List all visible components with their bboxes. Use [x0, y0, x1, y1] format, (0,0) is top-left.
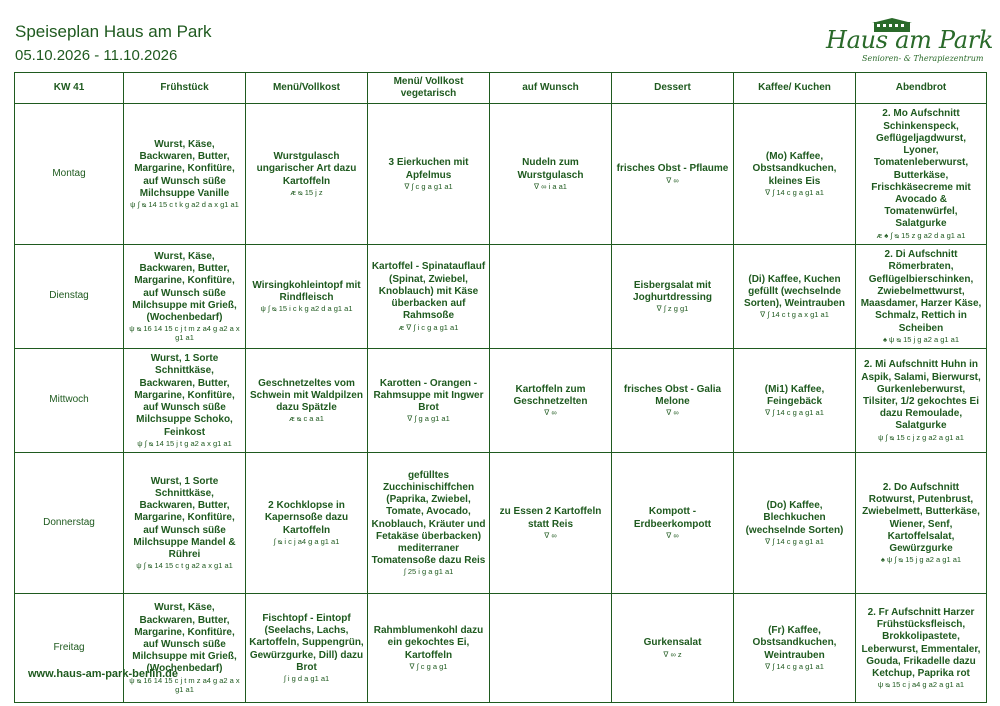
logo: [826, 16, 994, 68]
cell-vegetarisch: [368, 453, 490, 594]
cell-abendbrot: [856, 245, 987, 349]
column-header-auf-wunsch: auf Wunsch: [490, 73, 612, 104]
cell-dessert: [612, 104, 734, 245]
allergen-codes: ∇ ∞: [666, 175, 679, 185]
dish-text: frisches Obst - Pflaume: [616, 163, 729, 175]
allergen-codes: ∇ ∫ 14 c g a g1 a1: [765, 661, 824, 671]
dish-text: Eisbergsalat mit Joghurtdressing: [633, 279, 712, 303]
day-label: Dienstag: [15, 245, 124, 349]
dish-text: 2. Mi Aufschnitt Huhn in Aspik, Salami, Bierwurst, Gurkenleberwurst, Tilsiter, 1/2 gekochtes Ei dazu Remoulade, Salatgurke: [861, 359, 981, 432]
cell-abendbrot: [856, 349, 987, 453]
allergen-codes: ψ ∫ ᴓ 15 i c k g a2 d a g1 a1: [260, 304, 353, 314]
allergen-codes: ψ ∫ ᴓ 15 c j z g a2 a g1 a1: [878, 432, 964, 442]
cell-vegetarisch: [368, 594, 490, 703]
dish-text: Rahmblumenkohl dazu ein gekochtes Ei, Kartoffeln: [373, 625, 484, 661]
dish-text: Wurstgulasch ungarischer Art dazu Kartoffeln: [256, 151, 357, 187]
day-label: Freitag: [15, 594, 124, 703]
cell-kaffee-kuchen: [734, 104, 856, 245]
table-row: [15, 594, 987, 703]
table-row: [15, 104, 987, 245]
allergen-codes: ∇ ∫ c g a g1 a1: [404, 181, 453, 191]
dish-text: (Mi1) Kaffee, Feingebäck: [764, 383, 825, 407]
allergen-codes: ♠ ψ ∫ ᴓ 15 j g a2 a g1 a1: [880, 555, 962, 565]
dish-text: (Di) Kaffee, Kuchen gefüllt (wechselnde Sorten), Weintrauben: [744, 273, 845, 310]
dish-text: Wurst, 1 Sorte Schnittkäse, Backwaren, Butter, Margarine, Konfitüre, auf Wunsch süße Milchsuppe Mandel & Rührei: [133, 475, 236, 560]
logo-subtitle: Senioren- & Therapiezentrum: [862, 54, 984, 63]
cell-fruehstueck: [124, 349, 246, 453]
dish-text: Kartoffel - Spinatauflauf (Spinat, Zwiebel, Knoblauch) mit Käse überbacken auf Rahmsoße: [371, 261, 486, 322]
allergen-codes: ᴁ ♠ ∫ ᴓ 15 z g a2 d a g1 a1: [876, 230, 966, 240]
dish-text: frisches Obst - Galia Melone: [623, 383, 722, 407]
dish-text: Kartoffeln zum Geschnetzelten: [513, 383, 588, 407]
cell-menue: [246, 594, 368, 703]
cell-abendbrot: [856, 104, 987, 245]
allergen-codes: ψ ᴓ 15 c j a4 g a2 a g1 a1: [877, 680, 965, 690]
dish-text: Kompott - Erdbeerkompott: [633, 506, 712, 530]
cell-fruehstueck: [124, 594, 246, 703]
column-header-dessert: Dessert: [612, 73, 734, 104]
dish-text: 3 Eierkuchen mit Apfelmus: [388, 157, 469, 181]
allergen-codes: ∇ ∫ z g g1: [656, 304, 689, 314]
cell-menue: [246, 453, 368, 594]
cell-vegetarisch: [368, 245, 490, 349]
cell-auf-wunsch: [490, 104, 612, 245]
dish-text: gefülltes Zucchinischiffchen (Paprika, Zwiebel, Tomate, Avocado, Knoblauch, Kräuter und Fetakäse überbacken) mediterraner Tomatensoße dazu Reis: [371, 469, 486, 567]
cell-fruehstueck: [124, 453, 246, 594]
column-header-abendbrot: Abendbrot: [856, 73, 987, 104]
cell-fruehstueck: [124, 245, 246, 349]
cell-dessert: [612, 245, 734, 349]
column-header-kaffee-kuchen: Kaffee/ Kuchen: [734, 73, 856, 104]
allergen-codes: ∇ ∫ 14 c g a g1 a1: [765, 536, 824, 546]
allergen-codes: ψ ∫ ᴓ 14 15 c t k g a2 d a x g1 a1: [130, 200, 239, 209]
allergen-codes: ∇ ∞: [544, 408, 557, 418]
dish-text: Gurkensalat: [643, 637, 702, 649]
cell-kaffee-kuchen: [734, 453, 856, 594]
allergen-codes: ψ ᴓ 16 14 15 c j t m z a4 g a2 a x g1 a1: [129, 324, 240, 343]
header-row: [15, 73, 987, 104]
allergen-codes: ψ ∫ ᴓ 14 15 j t g a2 a x g1 a1: [137, 438, 232, 448]
column-header-menue: Menü/Vollkost: [246, 73, 368, 104]
dish-text: (Mo) Kaffee, Obstsandkuchen, kleines Eis: [752, 151, 837, 187]
day-label: Donnerstag: [15, 453, 124, 594]
cell-auf-wunsch: [490, 245, 612, 349]
table-row: [15, 245, 987, 349]
dish-text: 2. Mo Aufschnitt Schinkenspeck, Geflügeljagdwurst, Lyoner, Tomatenleberwurst, Butterkäse, Frischkäsecreme mit Avocado & Tomatenwürfel, Salatgurke: [871, 108, 971, 230]
cell-auf-wunsch: [490, 349, 612, 453]
cell-vegetarisch: [368, 104, 490, 245]
allergen-codes: ∇ ∞ z: [663, 649, 682, 659]
dish-text: (Do) Kaffee, Blechkuchen (wechselnde Sorten): [745, 500, 844, 536]
cell-kaffee-kuchen: [734, 245, 856, 349]
day-label: Mittwoch: [15, 349, 124, 453]
allergen-codes: ᴁ ∇ ∫ i c g a g1 a1: [398, 322, 459, 332]
cell-menue: [246, 104, 368, 245]
dish-text: Nudeln zum Wurstgulasch: [517, 157, 584, 181]
dish-text: Fischtopf - Eintopf (Seelachs, Lachs, Kartoffeln, Suppengrün, Gewürzgurke, Dill) dazu Brot: [249, 612, 364, 673]
column-header-fruehstueck: Frühstück: [124, 73, 246, 104]
cell-fruehstueck: [124, 104, 246, 245]
cell-dessert: [612, 594, 734, 703]
allergen-codes: ∫ ᴓ i c j a4 g a g1 a1: [273, 536, 340, 546]
dish-text: (Fr) Kaffee, Obstsandkuchen, Weintrauben: [752, 625, 837, 661]
dish-text: zu Essen 2 Kartoffeln statt Reis: [499, 506, 602, 530]
dish-text: Geschnetzeltes vom Schwein mit Waldpilzen dazu Spätzle: [250, 377, 363, 414]
cell-vegetarisch: [368, 349, 490, 453]
dish-text: Wirsingkohleintopf mit Rindfleisch: [252, 279, 361, 303]
menu-table: [14, 72, 987, 703]
cell-abendbrot: [856, 594, 987, 703]
cell-abendbrot: [856, 453, 987, 594]
dish-text: 2 Kochklopse in Kapernsoße dazu Kartoffeln: [264, 500, 349, 536]
dish-text: Wurst, Käse, Backwaren, Butter, Margarine, Konfitüre, auf Wunsch süße Milchsuppe mit Grieß, (Wochenbedarf): [132, 250, 237, 323]
cell-menue: [246, 245, 368, 349]
allergen-codes: ∇ ∫ c g a g1: [409, 661, 448, 671]
cell-kaffee-kuchen: [734, 349, 856, 453]
dish-text: 2. Fr Aufschnitt Harzer Frühstücksfleisch, Brokkolipastete, Leberwurst, Emmentaler, Gouda, Frikadelle dazu Ketchup, Paprika rot: [861, 606, 981, 679]
allergen-codes: ψ ᴓ 16 14 15 c j t m z a4 g a2 a x g1 a1: [129, 675, 240, 694]
allergen-codes: ♠ ψ ᴓ 15 j g a2 a g1 a1: [882, 334, 960, 344]
dish-text: Wurst, Käse, Backwaren, Butter, Margarine, Konfitüre, auf Wunsch süße Milchsuppe Vanille: [134, 138, 235, 199]
allergen-codes: ∇ ∞ i a a1: [534, 181, 567, 191]
allergen-codes: ∇ ∫ g a g1 a1: [407, 414, 450, 424]
dish-text: Wurst, Käse, Backwaren, Butter, Margarine, Konfitüre, auf Wunsch süße Milchsuppe mit Grieß, (Wochenbedarf): [132, 602, 237, 675]
allergen-codes: ᴁ ᴓ c a a1: [289, 414, 324, 424]
cell-dessert: [612, 453, 734, 594]
dish-text: Wurst, 1 Sorte Schnittkäse, Backwaren, Butter, Margarine, Konfitüre, auf Wunsch süße Milchsuppe Schoko, Feinkost: [134, 353, 235, 438]
website-link[interactable]: www.haus-am-park-berlin.de: [28, 668, 178, 680]
dish-text: 2. Di Aufschnitt Römerbraten, Geflügelbierschinken, Zwiebelmettwurst, Maasdamer, Harzer Käse, Schmalz, Rettich in Scheiben: [860, 249, 982, 334]
logo-name: Haus am Park: [826, 26, 994, 54]
allergen-codes: ∇ ∫ 14 c t g a x g1 a1: [760, 310, 829, 320]
allergen-codes: ∫ i g d a g1 a1: [283, 674, 330, 683]
column-header-vegetarisch: Menü/ Vollkost vegetarisch: [368, 73, 490, 104]
allergen-codes: ∇ ∞: [666, 408, 679, 418]
allergen-codes: ∇ ∞: [544, 530, 557, 540]
allergen-codes: ψ ∫ ᴓ 14 15 c t g a2 a x g1 a1: [136, 561, 233, 571]
allergen-codes: ∇ ∫ 14 c g a g1 a1: [765, 187, 824, 197]
table-row: [15, 453, 987, 594]
table-row: [15, 349, 987, 453]
cell-menue: [246, 349, 368, 453]
dish-text: Karotten - Orangen - Rahmsuppe mit Ingwer Brot: [373, 377, 484, 414]
page-title: Speiseplan Haus am Park: [15, 22, 212, 41]
date-range: 05.10.2026 - 11.10.2026: [15, 47, 178, 64]
cell-dessert: [612, 349, 734, 453]
allergen-codes: ∇ ∞: [666, 530, 679, 540]
allergen-codes: ∫ 25 i g a g1 a1: [403, 567, 454, 577]
allergen-codes: ∇ ∫ 14 c g a g1 a1: [765, 408, 824, 418]
cell-kaffee-kuchen: [734, 594, 856, 703]
cell-auf-wunsch: [490, 453, 612, 594]
dish-text: 2. Do Aufschnitt Rotwurst, Putenbrust, Zwiebelmett, Butterkäse, Wiener, Senf, Kartoffelsalat, Gewürzgurke: [862, 481, 980, 554]
allergen-codes: ᴁ ᴓ 15 j z: [290, 187, 323, 197]
column-header-week: KW 41: [15, 73, 124, 104]
cell-auf-wunsch: [490, 594, 612, 703]
day-label: Montag: [15, 104, 124, 245]
